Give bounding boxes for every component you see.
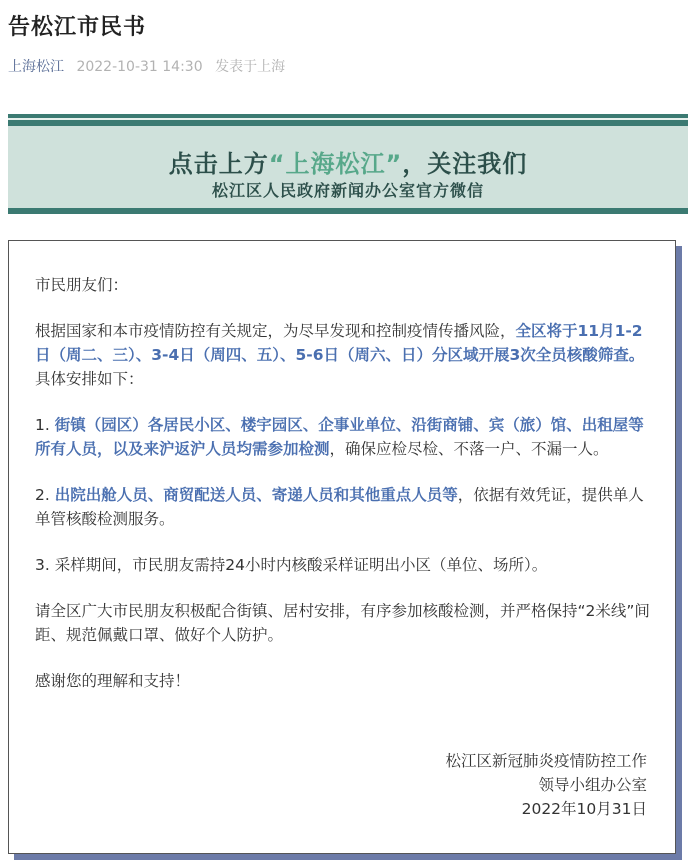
banner-subtitle: 松江区人民政府新闻办公室官方微信 (211, 181, 484, 200)
follow-banner[interactable] (8, 114, 688, 214)
appeal-paragraph: 请全区广大市民朋友积极配合街镇、居村安排，有序参加核酸检测，并严格保持“2米线”间距、规范佩戴口罩、做好个人防护。 (35, 602, 650, 644)
notice-letter (8, 240, 676, 854)
signature-org-line1: 松江区新冠肺炎疫情防控工作 (445, 752, 647, 770)
signature-date: 2022年10月31日 (521, 800, 647, 818)
publish-date: 2022-10-31 14:30 (76, 59, 203, 75)
item-1-highlight: 街镇（园区）各居民小区、楼宇园区、企事业单位、沿街商铺、宾（旅）馆、出租屋等所有人员，以及来沪返沪人员均需参加检测 (35, 416, 644, 458)
article-title: 告松江市民书 (8, 15, 147, 40)
banner-top-band (8, 114, 688, 126)
item-1: 1. 街镇（园区）各居民小区、楼宇园区、企事业单位、沿街商铺、宾（旅）馆、出租屋等所有人员，以及来沪返沪人员均需参加检测，确保应检尽检、不落一户、不漏一人。 (35, 416, 644, 458)
banner-account-name: “上海松江” (268, 150, 403, 178)
intro-paragraph: 根据国家和本市疫情防控有关规定，为尽早发现和控制疫情传播风险，全区将于11月1-2日（周二、三）、3-4日（周四、五）、5-6日（周六、日）分区域开展3次全员核酸筛查。具体安排如下： (35, 322, 645, 388)
item-2: 2. 出院出舱人员、商贸配送人员、寄递人员和其他重点人员等，依据有效凭证，提供单人单管核酸检测服务。 (35, 486, 644, 528)
thanks: 感谢您的理解和支持！ (35, 672, 191, 690)
item-3: 3. 采样期间，市民朋友需持24小时内核酸采样证明出小区（单位、场所）。 (35, 556, 548, 574)
account-name-link[interactable]: 上海松江 (8, 59, 64, 75)
signature-block (445, 749, 647, 821)
publish-location: 发表于上海 (215, 59, 286, 75)
item-2-highlight: 出院出舱人员、商贸配送人员、寄递人员和其他重点人员等 (54, 486, 458, 504)
greeting: 市民朋友们： (35, 276, 129, 294)
signature-org-line2: 领导小组办公室 (538, 776, 647, 794)
article-meta (8, 56, 285, 76)
banner-headline: 点击上方“上海松江”，关注我们 (168, 150, 528, 178)
intro-highlight: 全区将于11月1-2日（周二、三）、3-4日（周四、五）、5-6日（周六、日）分区域开展3次全员核酸筛查。 (35, 322, 645, 364)
banner-bottom-band (8, 208, 688, 214)
